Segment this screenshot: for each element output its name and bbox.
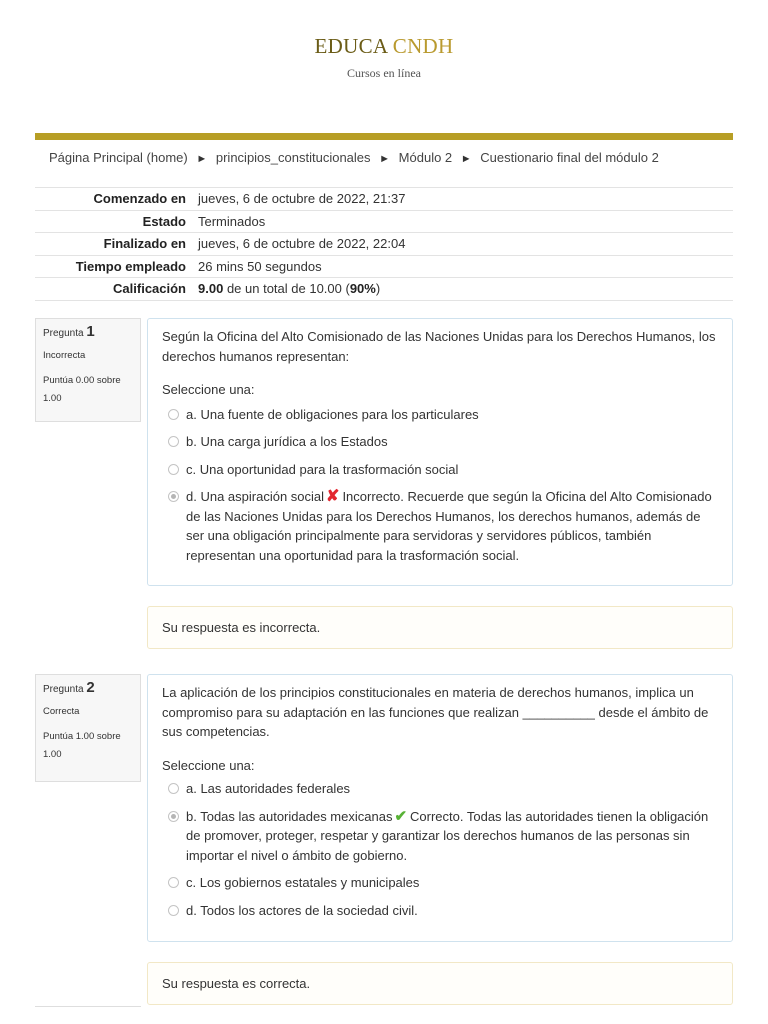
answer-feedback: Incorrecto. Recuerde que según la Oficina del Alto Comisionado de las Naciones Unidas para los Derechos Humanos, los derechos humanos, además de ser una obligación principalmente para servidoras y servidores públicos, también representan una oportunidad para la trasformación social. — [186, 489, 712, 563]
breadcrumb-module[interactable]: Módulo 2 — [398, 150, 453, 165]
question-3-info-edge — [35, 1006, 141, 1007]
correct-check-icon: ✔ — [394, 807, 408, 825]
breadcrumb-separator-icon: ► — [460, 153, 472, 165]
summary-grade-value — [192, 278, 733, 301]
question-label: Pregunta — [43, 328, 84, 339]
radio-button-selected[interactable] — [168, 811, 179, 822]
summary-row-time — [35, 255, 733, 278]
breadcrumb-course[interactable]: principios_constitucionales — [215, 150, 371, 165]
answer-label: b. Una carga jurídica a los Estados — [186, 434, 388, 449]
answer-label: c. Una oportunidad para la trasformación social — [186, 461, 459, 477]
radio-button[interactable] — [168, 905, 179, 916]
answer-feedback: Correcto. Todas las autoridades tienen la obligación de promover, proteger, respetar y garantizar los derechos humanos de las personas sin importar el nivel o ámbito de gobierno. — [186, 808, 709, 863]
radio-button[interactable] — [168, 877, 179, 888]
summary-value: Terminados — [192, 210, 733, 233]
answer-option-b[interactable] — [162, 432, 718, 452]
summary-key: Estado — [35, 210, 192, 233]
summary-key: Finalizado en — [35, 233, 192, 256]
answer-label: d. Una aspiración social — [186, 489, 325, 504]
question-text: Según la Oficina del Alto Comisionado de las Naciones Unidas para los Derechos Humanos, los derechos humanos representan: — [162, 329, 716, 364]
summary-key: Calificación — [35, 278, 192, 301]
question-2-info — [35, 674, 141, 782]
answer-option-d[interactable] — [162, 487, 718, 565]
radio-button[interactable] — [168, 409, 179, 420]
summary-row-finished — [35, 233, 733, 256]
answer-option-d[interactable] — [162, 901, 718, 921]
summary-key: Tiempo empleado — [35, 255, 192, 278]
summary-value: jueves, 6 de octubre de 2022, 22:04 — [192, 233, 733, 256]
question-state: Incorrecta — [43, 350, 86, 361]
radio-button[interactable] — [168, 783, 179, 794]
attempt-summary-table — [35, 187, 733, 301]
grade-close: ) — [375, 281, 381, 297]
grade-total: de un total de 10.00 ( — [226, 281, 350, 297]
outcome-text: Su respuesta es correcta. — [162, 976, 311, 991]
question-grade: Puntúa 0.00 sobre 1.00 — [43, 375, 121, 404]
summary-value: jueves, 6 de octubre de 2022, 21:37 — [192, 188, 733, 211]
question-prompt: Seleccione una: — [162, 757, 255, 773]
grade-score: 9.00 — [198, 281, 224, 297]
breadcrumb-quiz[interactable]: Cuestionario final del módulo 2 — [480, 150, 659, 165]
incorrect-cross-icon: ✘ — [326, 488, 340, 505]
question-2-content — [147, 674, 733, 942]
question-1-outcome — [147, 606, 733, 649]
brand-educa: EDUCA — [314, 34, 388, 58]
outcome-text: Su respuesta es incorrecta. — [162, 620, 321, 635]
breadcrumb-separator-icon: ► — [379, 153, 391, 165]
radio-button-selected[interactable] — [168, 491, 179, 502]
question-2-outcome — [147, 962, 733, 1005]
answer-label: a. Las autoridades federales — [186, 781, 351, 796]
radio-button[interactable] — [168, 436, 179, 447]
answer-option-b[interactable] — [162, 807, 718, 866]
grade-percent: 90% — [349, 281, 376, 297]
summary-row-grade — [35, 278, 733, 301]
question-grade: Puntúa 1.00 sobre 1.00 — [43, 731, 121, 760]
answer-option-c[interactable] — [162, 460, 718, 480]
question-text: La aplicación de los principios constitucionales en materia de derechos humanos, implica un compromiso para su adaptación en las funciones que realizan __________ desde el ámbito de sus competencias. — [162, 685, 709, 739]
answer-option-a[interactable] — [162, 405, 718, 425]
summary-row-started — [35, 188, 733, 211]
breadcrumb — [49, 150, 659, 165]
question-1-content — [147, 318, 733, 586]
question-number-value: 1 — [86, 323, 95, 340]
question-number-value: 2 — [86, 679, 95, 696]
breadcrumb-home[interactable]: Página Principal (home) — [49, 150, 188, 165]
brand-cndh: CNDH — [392, 34, 454, 58]
header-divider — [35, 133, 733, 140]
answer-label: a. Una fuente de obligaciones para los particulares — [186, 406, 479, 422]
question-label: Pregunta — [43, 684, 84, 695]
summary-row-state — [35, 210, 733, 233]
question-number — [43, 323, 140, 340]
site-brand[interactable] — [0, 34, 768, 59]
question-1-info — [35, 318, 141, 422]
answer-label: b. Todas las autoridades mexicanas — [186, 808, 393, 824]
breadcrumb-separator-icon: ► — [196, 153, 208, 165]
site-tagline: Cursos en línea — [347, 66, 421, 80]
question-state: Correcta — [43, 706, 80, 717]
summary-key: Comenzado en — [35, 188, 192, 211]
question-prompt: Seleccione una: — [162, 382, 255, 397]
answer-label: d. Todos los actores de la sociedad civil. — [186, 902, 418, 918]
answer-option-c[interactable] — [162, 873, 718, 893]
answer-label: c. Los gobiernos estatales y municipales — [186, 875, 420, 890]
radio-button[interactable] — [168, 464, 179, 475]
summary-value: 26 mins 50 segundos — [192, 255, 733, 278]
answer-option-a[interactable] — [162, 779, 718, 799]
question-number — [43, 679, 140, 696]
